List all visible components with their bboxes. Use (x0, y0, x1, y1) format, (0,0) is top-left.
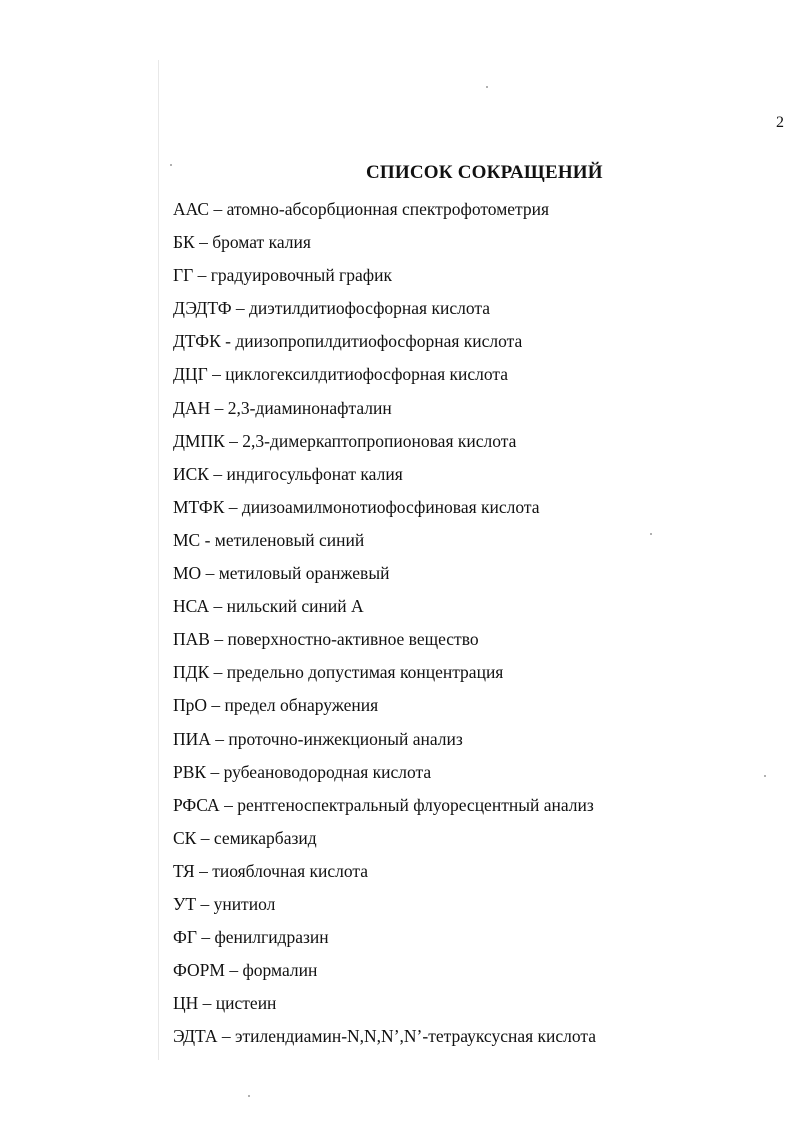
scan-speck (764, 775, 766, 777)
page-title: СПИСОК СОКРАЩЕНИЙ (366, 162, 603, 183)
abbreviation-item: ФГ – фенилгидразин (173, 927, 329, 948)
abbreviation-item: МО – метиловый оранжевый (173, 563, 390, 584)
abbreviation-item: ФОРМ – формалин (173, 960, 318, 981)
abbreviation-item: ДЦГ – циклогексилдитиофосфорная кислота (173, 364, 509, 385)
scan-speck (170, 164, 172, 166)
abbreviation-item: РВК – рубеановодородная кислота (173, 761, 432, 782)
page-number: 2 (776, 114, 784, 131)
abbreviation-item: НСА – нильский синий А (173, 596, 364, 617)
abbreviation-item: МС - метиленовый синий (173, 529, 365, 550)
abbreviation-item: ЦН – цистеин (173, 993, 277, 1014)
abbreviation-item: ПДК – предельно допустимая концентрация (173, 662, 504, 683)
abbreviation-item: РФСА – рентгеноспектральный флуоресцентный анализ (173, 794, 594, 815)
abbreviation-item: ДЭДТФ – диэтилдитиофосфорная кислота (173, 298, 490, 319)
abbreviation-item: ТЯ – тиояблочная кислота (173, 860, 369, 881)
abbreviation-item: СК – семикарбазид (173, 827, 317, 848)
abbreviation-item: ДАН – 2,3-диаминонафталин (173, 397, 392, 418)
scan-speck (650, 533, 652, 535)
scan-edge-line (158, 60, 159, 1060)
scan-speck (248, 1095, 250, 1097)
abbreviation-item: ПИА – проточно-инжекционый анализ (173, 728, 463, 749)
scan-speck (486, 86, 488, 88)
abbreviation-item: МТФК – диизоамилмонотиофосфиновая кислота (173, 496, 540, 517)
abbreviation-list (173, 196, 596, 1056)
abbreviation-item: БК – бромат калия (173, 232, 311, 253)
abbreviation-item: ДТФК - диизопропилдитиофосфорная кислота (173, 331, 523, 352)
abbreviation-item: ААС – атомно-абсорбционная спектрофотометрия (173, 199, 550, 219)
abbreviation-item: УТ – унитиол (173, 893, 276, 914)
abbreviation-item: ИСК – индигосульфонат калия (173, 463, 403, 484)
abbreviation-item: ПАВ – поверхностно-активное вещество (173, 629, 479, 650)
abbreviation-item: ПрО – предел обнаружения (173, 695, 379, 716)
abbreviation-item: ЭДТА – этилендиамин-N,N,N’,N’-тетрауксусная кислота (173, 1026, 597, 1047)
abbreviation-item: ДМПК – 2,3-димеркаптопропионовая кислота (173, 430, 517, 451)
abbreviation-item: ГГ – градуировочный график (173, 265, 392, 286)
